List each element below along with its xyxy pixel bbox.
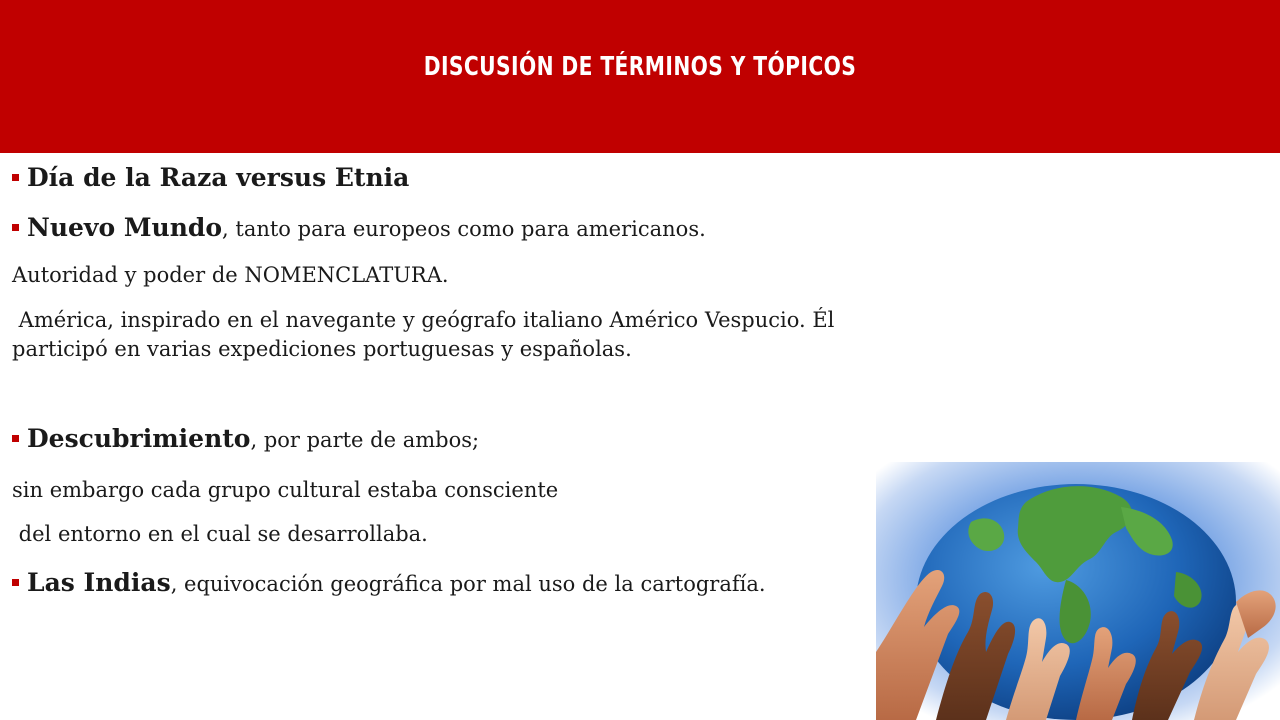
bullet-marker bbox=[12, 435, 19, 442]
bullet-line-las-indias bbox=[12, 568, 766, 599]
bullet-line-descubrimiento bbox=[12, 424, 479, 455]
slide-title: DISCUSIÓN DE TÉRMINOS Y TÓPICOS bbox=[423, 52, 857, 82]
body-line-america: América, inspirado en el navegante y geógrafo italiano Américo Vespucio. Él bbox=[12, 308, 835, 332]
bullet-line-dia-de-la-raza bbox=[12, 163, 409, 194]
body-line-sin-embargo: sin embargo cada grupo cultural estaba consciente bbox=[12, 478, 559, 502]
bullet-strong-text: Día de la Raza versus Etnia bbox=[27, 163, 410, 192]
bullet-marker bbox=[12, 174, 19, 181]
bullet-rest-text: , equivocación geográfica por mal uso de la cartografía. bbox=[170, 572, 766, 596]
bullet-strong-text: Las Indias bbox=[27, 568, 171, 597]
body-line-autoridad: Autoridad y poder de NOMENCLATURA. bbox=[12, 263, 449, 287]
bullet-rest-text: , tanto para europeos como para americanos. bbox=[222, 217, 706, 241]
globe-held-by-hands-icon bbox=[876, 462, 1280, 720]
body-line-entorno: del entorno en el cual se desarrollaba. bbox=[12, 522, 428, 546]
bullet-marker bbox=[12, 224, 19, 231]
bullet-marker bbox=[12, 579, 19, 586]
bullet-rest-text: , por parte de ambos; bbox=[250, 428, 480, 452]
bullet-strong-text: Nuevo Mundo bbox=[27, 213, 223, 242]
body-line-participo: participó en varias expediciones portuguesas y españolas. bbox=[12, 337, 632, 361]
bullet-strong-text: Descubrimiento bbox=[27, 424, 251, 453]
bullet-line-nuevo-mundo bbox=[12, 213, 706, 244]
